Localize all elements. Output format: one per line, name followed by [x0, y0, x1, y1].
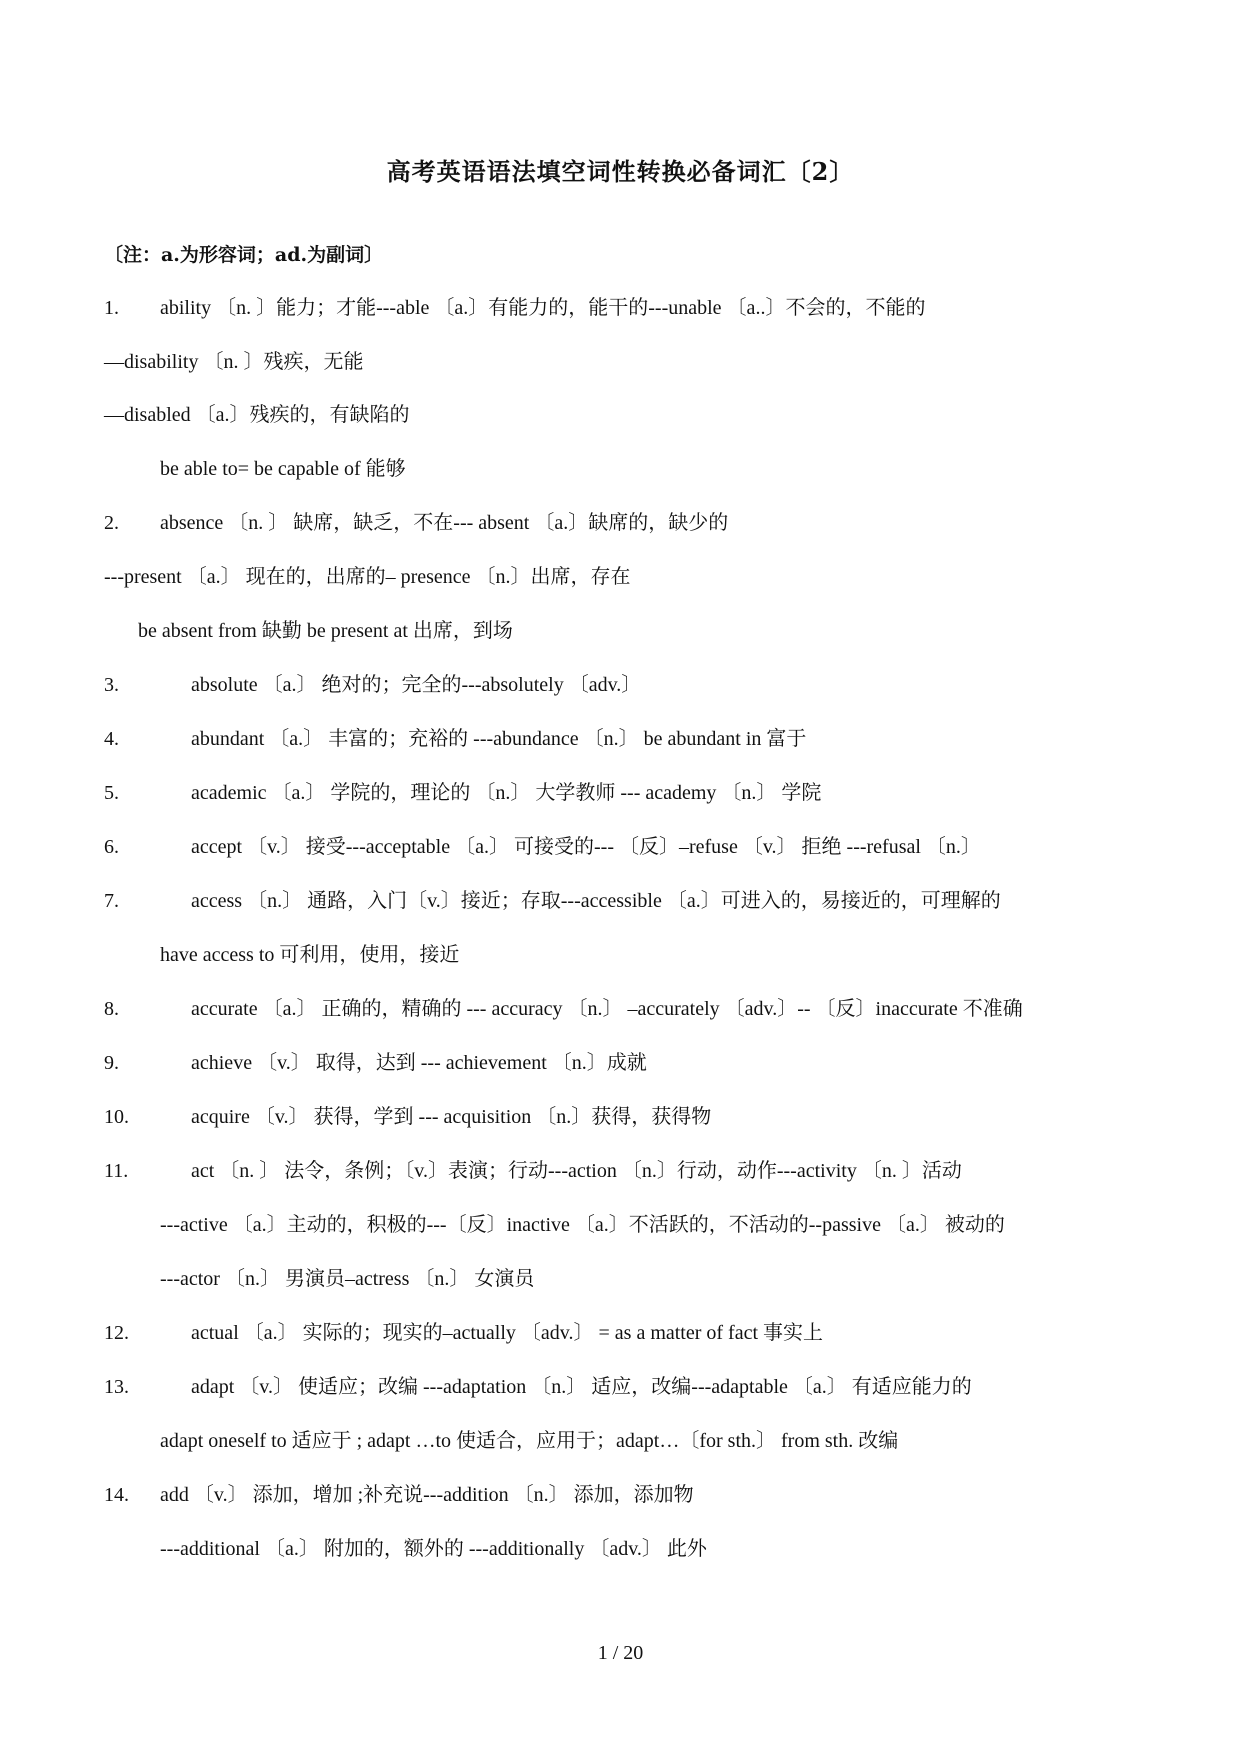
entry-line: —disabled 〔a.〕残疾的，有缺陷的 — [104, 404, 410, 426]
entry-line: ---present 〔a.〕 现在的，出席的– presence 〔n.〕出席，存在 — [104, 566, 631, 588]
entry-line: absence 〔n. 〕 缺席，缺乏，不在--- absent 〔a.〕缺席的，缺少的 — [160, 512, 729, 534]
entry-line: act 〔n. 〕 法令，条例；〔v.〕表演；行动---action 〔n.〕行动，动作---activity 〔n. 〕活动 — [191, 1160, 962, 1182]
entry-line: abundant 〔a.〕 丰富的；充裕的 ---abundance 〔n.〕 be abundant in 富于 — [191, 728, 807, 750]
item-number: 14. — [104, 1484, 129, 1506]
entry-line: academic 〔a.〕 学院的，理论的 〔n.〕 大学教师 --- academy 〔n.〕 学院 — [191, 782, 822, 804]
note-line: 〔注：a.为形容词；ad.为副词〕 — [104, 244, 384, 266]
entry-line: accurate 〔a.〕 正确的，精确的 --- accuracy 〔n.〕 –accurately 〔adv.〕-- 〔反〕inaccurate 不准确 — [191, 998, 1023, 1020]
item-number: 11. — [104, 1160, 129, 1182]
item-number: 12. — [104, 1322, 129, 1344]
item-number: 13. — [104, 1376, 129, 1398]
entry-line: ability 〔n. 〕能力；才能---able 〔a.〕有能力的，能干的---unable 〔a..〕不会的，不能的 — [160, 297, 926, 319]
item-number: 2. — [104, 512, 119, 534]
entry-line: access 〔n.〕 通路，入门〔v.〕接近；存取---accessible 〔a.〕可进入的，易接近的，可理解的 — [191, 890, 1001, 912]
entry-line: —disability 〔n. 〕残疾，无能 — [104, 351, 364, 373]
entry-line: add 〔v.〕 添加，增加 ;补充说---addition 〔n.〕 添加，添加物 — [160, 1484, 694, 1506]
item-number: 1. — [104, 297, 119, 319]
entry-line: have access to 可利用，使用，接近 — [160, 944, 460, 966]
entry-line: accept 〔v.〕 接受---acceptable 〔a.〕 可接受的--- 〔反〕–refuse 〔v.〕 拒绝 ---refusal 〔n.〕 — [191, 836, 981, 858]
item-number: 10. — [104, 1106, 129, 1128]
entry-line: absolute 〔a.〕 绝对的；完全的---absolutely 〔adv.〕 — [191, 674, 642, 696]
item-number: 3. — [104, 674, 119, 696]
item-number: 7. — [104, 890, 119, 912]
entry-line: ---active 〔a.〕主动的，积极的---〔反〕inactive 〔a.〕不活跃的，不活动的--passive 〔a.〕 被动的 — [160, 1214, 1005, 1236]
entry-line: ---actor 〔n.〕 男演员–actress 〔n.〕 女演员 — [160, 1268, 535, 1290]
item-number: 5. — [104, 782, 119, 804]
entry-line: actual 〔a.〕 实际的；现实的–actually 〔adv.〕 = as a matter of fact 事实上 — [191, 1322, 824, 1344]
item-number: 8. — [104, 998, 119, 1020]
entry-line: acquire 〔v.〕 获得，学到 --- acquisition 〔n.〕获得，获得物 — [191, 1106, 712, 1128]
entry-line: achieve 〔v.〕 取得，达到 --- achievement 〔n.〕成就 — [191, 1052, 647, 1074]
entry-line: be able to= be capable of 能够 — [160, 458, 406, 480]
entry-line: ---additional 〔a.〕 附加的，额外的 ---additionally 〔adv.〕 此外 — [160, 1538, 707, 1560]
page-number: 1 / 20 — [597, 1642, 644, 1664]
document-title: 高考英语语法填空词性转换必备词汇〔2〕 — [386, 157, 855, 186]
item-number: 9. — [104, 1052, 119, 1074]
entry-line: adapt oneself to 适应于 ; adapt …to 使适合，应用于；adapt…〔for sth.〕 from sth. 改编 — [160, 1430, 899, 1452]
item-number: 6. — [104, 836, 119, 858]
item-number: 4. — [104, 728, 119, 750]
entry-line: adapt 〔v.〕 使适应；改编 ---adaptation 〔n.〕 适应，改编---adaptable 〔a.〕 有适应能力的 — [191, 1376, 972, 1398]
entry-line: be absent from 缺勤 be present at 出席，到场 — [138, 620, 513, 642]
